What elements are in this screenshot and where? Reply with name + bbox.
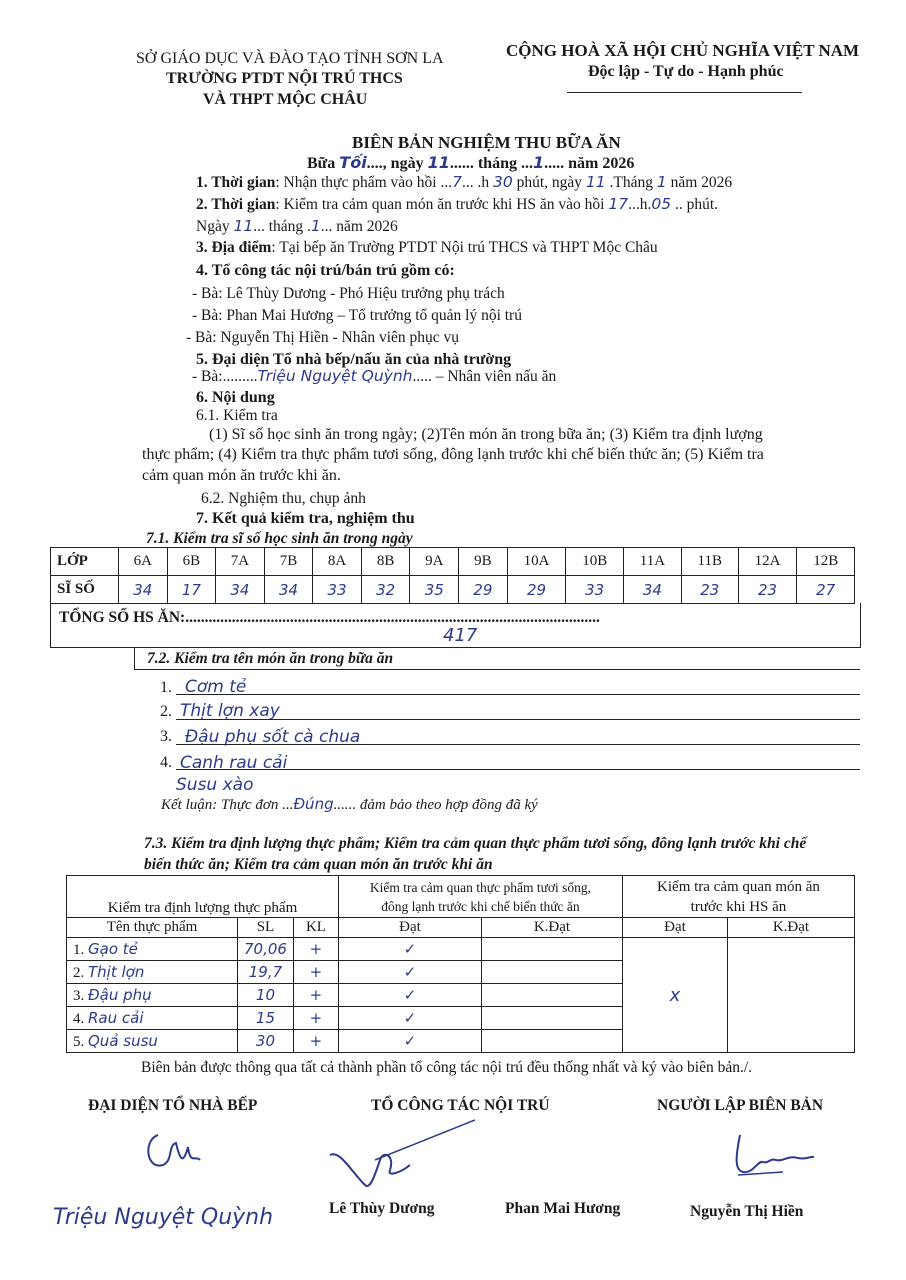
class-cell: 10B xyxy=(566,548,624,576)
count-cell: 32 xyxy=(361,576,410,604)
class-attendance-table xyxy=(50,547,855,604)
kitchen-signer-name: Triệu Nguyệt Quỳnh xyxy=(53,1205,274,1230)
total-box xyxy=(50,603,861,648)
dish-number: 4. xyxy=(160,754,172,771)
count-cell: 29 xyxy=(459,576,508,604)
food-weight-cell: + xyxy=(293,1007,338,1030)
item-7-heading: 7. Kết quả kiểm tra, nghiệm thu xyxy=(196,510,415,527)
dish-number: 2. xyxy=(160,703,172,720)
food-fresh-pass-cell: ✓ xyxy=(338,1007,481,1030)
food-fresh-fail-cell xyxy=(481,1007,622,1030)
kitchen-rep-name: Triệu Nguyệt Quỳnh xyxy=(257,367,413,385)
dish-number: 3. xyxy=(160,728,172,745)
dish-name: Đậu phụ sốt cà chua xyxy=(185,727,361,747)
team-member: - Bà: Lê Thùy Dương - Phó Hiệu trưởng phụ trách xyxy=(192,285,505,302)
motto: Độc lập - Tự do - Hạnh phúc xyxy=(588,63,784,80)
item-6-paragraph-line3: cảm quan món ăn trước khi ăn. xyxy=(142,467,341,484)
col-quantity: SL xyxy=(238,918,294,938)
food-fresh-fail-cell xyxy=(481,938,622,961)
food-quantity-cell: 10 xyxy=(238,984,294,1007)
header-fresh-check: Kiểm tra cảm quan thực phẩm tươi sống, đông lạnh trước khi chế biến thức ăn xyxy=(338,876,622,918)
food-name-cell: 3. Đậu phụ xyxy=(67,984,238,1007)
count-cell: 34 xyxy=(119,576,168,604)
writer-signature-title: NGƯỜI LẬP BIÊN BẢN xyxy=(657,1097,824,1114)
count-cell: 35 xyxy=(410,576,459,604)
section-7-3-heading-line2: biến thức ăn; Kiểm tra cảm quan món ăn trước khi ăn xyxy=(144,856,493,873)
col-food-name: Tên thực phẩm xyxy=(67,918,238,938)
cooked-fail-cell xyxy=(727,938,854,1053)
item-3-location: 3. Địa điểm: Tại bếp ăn Trường PTDT Nội trú THCS và THPT Mộc Châu xyxy=(196,239,658,256)
school-name-line1: TRƯỜNG PTDT NỘI TRÚ THCS xyxy=(166,70,403,87)
class-cell: 12A xyxy=(738,548,797,576)
class-cell: 6A xyxy=(119,548,168,576)
dish-name: Thịt lợn xay xyxy=(180,701,280,721)
item-6-paragraph-line1: (1) Sĩ số học sinh ăn trong ngày; (2)Tên món ăn trong bữa ăn; (3) Kiểm tra định lượng xyxy=(209,426,763,443)
count-cell: 17 xyxy=(167,576,216,604)
col-cooked-fail: K.Đạt xyxy=(727,918,854,938)
meal-line: Bữa Tối...., ngày 11...... tháng ...1..... năm 2026 xyxy=(307,153,635,172)
class-cell: 7B xyxy=(264,548,313,576)
class-cell: 7A xyxy=(216,548,265,576)
document-title: BIÊN BẢN NGHIỆM THU BỮA ĂN xyxy=(352,133,621,152)
food-fresh-fail-cell xyxy=(481,984,622,1007)
count-cell: 34 xyxy=(264,576,313,604)
total-label: TỔNG SỐ HS ĂN:........................................................................................................... xyxy=(59,609,600,626)
department-name: SỞ GIÁO DỤC VÀ ĐÀO TẠO TỈNH SƠN LA xyxy=(136,50,444,67)
food-name-cell: 4. Rau cải xyxy=(67,1007,238,1030)
motto-underline xyxy=(567,92,802,93)
dish-line xyxy=(176,694,860,695)
food-row xyxy=(67,938,855,961)
class-row xyxy=(51,548,855,576)
count-cell: 27 xyxy=(797,576,855,604)
cooked-pass-cell: x xyxy=(622,938,727,1053)
count-cell: 34 xyxy=(216,576,265,604)
count-cell: 33 xyxy=(313,576,362,604)
food-quantity-cell: 15 xyxy=(238,1007,294,1030)
kitchen-signature-icon xyxy=(138,1125,208,1180)
meal-value: Tối xyxy=(339,153,367,172)
food-fresh-pass-cell: ✓ xyxy=(338,1030,481,1053)
class-cell: 10A xyxy=(507,548,566,576)
food-quantity-cell: 30 xyxy=(238,1030,294,1053)
food-weight-cell: + xyxy=(293,1030,338,1053)
food-fresh-fail-cell xyxy=(481,1030,622,1053)
col-weight: KL xyxy=(293,918,338,938)
class-cell: 6B xyxy=(167,548,216,576)
class-cell: 9A xyxy=(410,548,459,576)
col-cooked-pass: Đạt xyxy=(622,918,727,938)
team-signature-title: TỔ CÔNG TÁC NỘI TRÚ xyxy=(371,1097,550,1114)
dish-number: 1. xyxy=(160,679,172,696)
total-value: 417 xyxy=(443,625,478,646)
dish-line xyxy=(176,744,860,745)
team-member: - Bà: Nguyễn Thị Hiền - Nhân viên phục vụ xyxy=(186,329,460,346)
header-cooked-check: Kiểm tra cảm quan món ăn trước khi HS ăn xyxy=(622,876,854,918)
food-table-subheader xyxy=(67,918,855,938)
dish-line xyxy=(176,769,860,770)
food-weight-cell: + xyxy=(293,961,338,984)
col-fresh-fail: K.Đạt xyxy=(481,918,622,938)
team-signer-name-2: Phan Mai Hương xyxy=(505,1200,621,1217)
dish-line xyxy=(176,719,860,720)
item-5-kitchen-heading: 5. Đại diện Tổ nhà bếp/nấu ăn của nhà trường xyxy=(196,351,512,368)
count-cell: 29 xyxy=(507,576,566,604)
class-cell: 9B xyxy=(459,548,508,576)
food-weight-cell: + xyxy=(293,938,338,961)
section-7-1-heading: 7.1. Kiểm tra sĩ số học sinh ăn trong ngày xyxy=(146,530,413,547)
section-7-2-box xyxy=(134,647,860,670)
food-name-cell: 2. Thịt lợn xyxy=(67,961,238,984)
class-row-label: LỚP xyxy=(51,548,119,576)
dish-name: Canh rau cải xyxy=(180,753,288,773)
food-name-cell: 1. Gạo tẻ xyxy=(67,938,238,961)
food-fresh-fail-cell xyxy=(481,961,622,984)
class-cell: 8A xyxy=(313,548,362,576)
count-cell: 23 xyxy=(738,576,797,604)
team-member: - Bà: Phan Mai Hương – Tổ trưởng tổ quản lý nội trú xyxy=(192,307,522,324)
kitchen-representative: - Bà:.........Triệu Nguyệt Quỳnh..... – Nhân viên nấu ăn xyxy=(192,367,557,385)
section-7-2-heading: 7.2. Kiểm tra tên món ăn trong bữa ăn xyxy=(147,650,394,667)
count-cell: 23 xyxy=(681,576,738,604)
school-name-line2: VÀ THPT MỘC CHÂU xyxy=(203,91,368,108)
item-2-time-check: 2. Thời gian: Kiểm tra cảm quan món ăn trước khi HS ăn vào hồi 17...h.05 .. phút. xyxy=(196,195,719,213)
dish-name: Cơm tẻ xyxy=(185,677,247,697)
item-6-paragraph-line2: thực phẩm; (4) Kiểm tra thực phẩm tươi sống, đông lạnh trước khi chế biến thức ăn; (5) Kiểm tra xyxy=(142,446,764,463)
republic-title: CỘNG HOÀ XÃ HỘI CHỦ NGHĨA VIỆT NAM xyxy=(506,41,860,60)
class-cell: 12B xyxy=(797,548,855,576)
item-2-date: Ngày 11... tháng .1... năm 2026 xyxy=(196,217,398,235)
food-fresh-pass-cell: ✓ xyxy=(338,938,481,961)
count-cell: 34 xyxy=(623,576,681,604)
food-inspection-table xyxy=(66,875,855,1053)
writer-signer-name: Nguyễn Thị Hiền xyxy=(690,1203,804,1220)
header-quantity-check: Kiểm tra định lượng thực phẩm xyxy=(67,876,339,918)
item-4-team-heading: 4. Tổ công tác nội trú/bán trú gồm có: xyxy=(196,262,455,279)
food-fresh-pass-cell: ✓ xyxy=(338,984,481,1007)
count-row xyxy=(51,576,855,604)
writer-signature-icon xyxy=(728,1130,818,1185)
team-signature-icon xyxy=(325,1115,475,1195)
food-weight-cell: + xyxy=(293,984,338,1007)
kitchen-signature-title: ĐẠI DIỆN TỔ NHÀ BẾP xyxy=(88,1097,258,1114)
closing-statement: Biên bản được thông qua tất cả thành phần tổ công tác nội trú đều thống nhất và ký vào biên bản./. xyxy=(141,1059,753,1076)
food-fresh-pass-cell: ✓ xyxy=(338,961,481,984)
class-cell: 11A xyxy=(623,548,681,576)
count-row-label: SĨ SỐ xyxy=(51,576,119,604)
class-cell: 11B xyxy=(681,548,738,576)
class-cell: 8B xyxy=(361,548,410,576)
extra-dish: Susu xào xyxy=(176,775,254,795)
section-7-3-heading-line1: 7.3. Kiểm tra định lượng thực phẩm; Kiểm tra cảm quan thực phẩm tươi sống, đông lạnh trước khi chế xyxy=(144,835,807,852)
count-cell: 33 xyxy=(566,576,624,604)
team-signer-name-1: Lê Thùy Dương xyxy=(329,1200,435,1217)
col-fresh-pass: Đạt xyxy=(338,918,481,938)
item-6-1-heading: 6.1. Kiểm tra xyxy=(196,407,278,424)
item-1-time-receive: 1. Thời gian: Nhận thực phẩm vào hồi ...7... .h 30 phút, ngày 11 .Tháng 1 năm 2026 xyxy=(196,173,733,191)
menu-conclusion: Kết luận: Thực đơn ...Đúng...... đảm bảo theo hợp đồng đã ký xyxy=(161,795,538,813)
food-name-cell: 5. Quả susu xyxy=(67,1030,238,1053)
item-6-2-heading: 6.2. Nghiệm thu, chụp ảnh xyxy=(201,490,366,507)
item-6-heading: 6. Nội dung xyxy=(196,389,275,406)
food-quantity-cell: 19,7 xyxy=(238,961,294,984)
food-quantity-cell: 70,06 xyxy=(238,938,294,961)
food-table-header xyxy=(67,876,855,918)
